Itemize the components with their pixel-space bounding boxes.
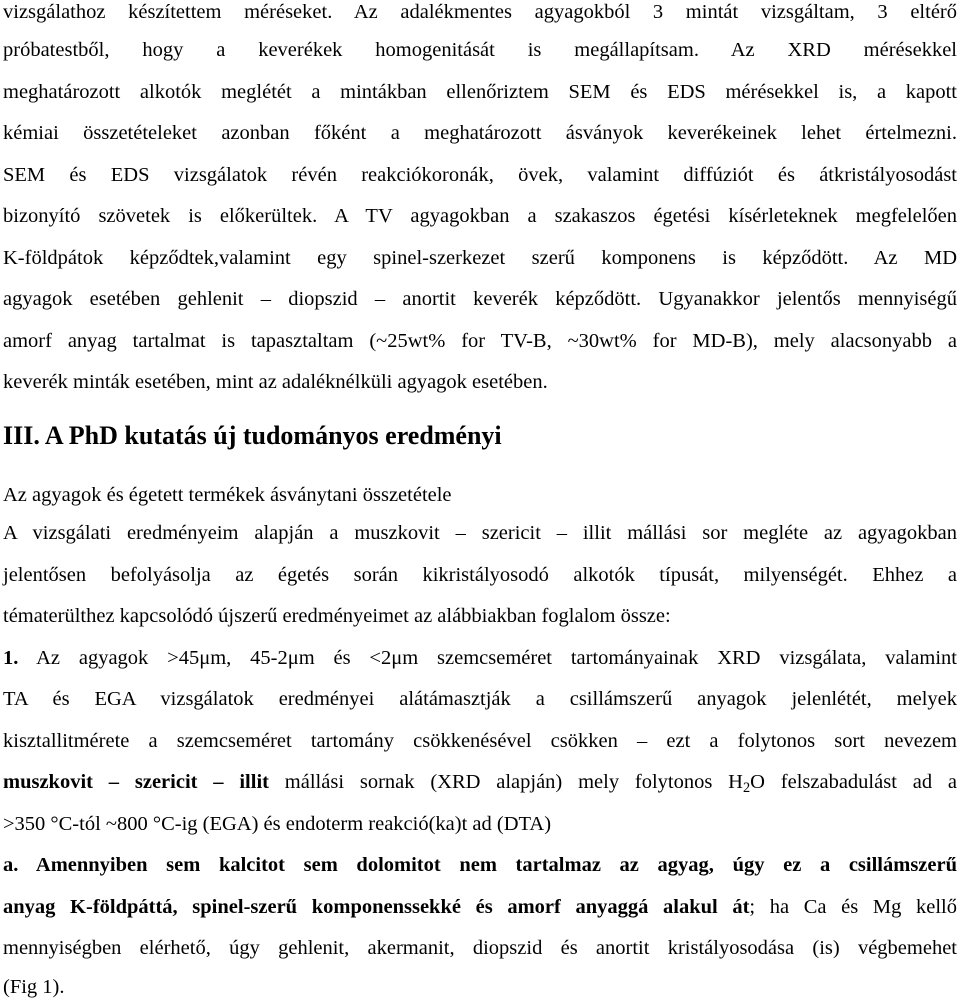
paragraph1-line3: meghatározott alkotók meglétét a mintákban ellenőriztem SEM és EDS mérésekkel is, a kapott bbox=[3, 81, 957, 103]
item1-line4 bbox=[3, 769, 957, 795]
item1-line1 bbox=[3, 645, 957, 671]
item-a-line2-bold: anyag K-földpáttá, spinel-szerű komponenssekké és amorf anyaggá alakul át bbox=[3, 896, 750, 918]
item1-number: 1. bbox=[3, 647, 19, 669]
item1-line4-bold: muszkovit – szericit – illit bbox=[3, 771, 269, 793]
item-a-line2-text: ; ha Ca és Mg kellő bbox=[749, 896, 957, 918]
item1-line4-text: mállási sornak (XRD alapján) mely folytonos H bbox=[268, 771, 743, 793]
paragraph1-line2: próbatestből, hogy a keverékek homogenitását is megállapítsam. Az XRD mérésekkel bbox=[3, 39, 957, 61]
item1-line3: kisztallitmérete a szemcseméret tartomány csökkenésével csökken – ezt a folytonos sort nevezem bbox=[3, 730, 957, 752]
item1-line4-text-end: O felszabadulást ad a bbox=[750, 771, 957, 793]
paragraph1-line5: SEM és EDS vizsgálatok révén reakciókoronák, övek, valamint diffúziót és átkristályosodást bbox=[3, 164, 957, 186]
item-a-line1-bold: a. Amennyiben sem kalcitot sem dolomitot nem tartalmaz az agyag, úgy ez a csillámszerű bbox=[3, 854, 957, 876]
section-heading: III. A PhD kutatás új tudományos eredményi bbox=[3, 421, 502, 450]
item1-line5: >350 °C-tól ~800 °C-ig (EGA) és endoterm reakció(ka)t ad (DTA) bbox=[3, 813, 552, 835]
paragraph1-line6: bizonyító szövetek is előkerültek. A TV agyagokban a szakaszos égetési kísérleteknek megfelelően bbox=[3, 205, 957, 227]
item-a-line4: (Fig 1). bbox=[3, 976, 65, 998]
item-a-line3: mennyiségben elérhető, úgy gehlenit, akermanit, diopszid és anortit kristályosodása (is) végbemehet bbox=[3, 937, 957, 959]
paragraph1-line1: vizsgálathoz készítettem méréseket. Az adalékmentes agyagokból 3 mintát vizsgáltam, 3 eltérő bbox=[3, 1, 957, 23]
paragraph1-line4: kémiai összetételeket azonban főként a meghatározott ásványok keverékeinek lehet értelmezni. bbox=[3, 122, 957, 144]
item1-line2: TA és EGA vizsgálatok eredményei alátámasztják a csillámszerű anyagok jelenlétét, melyek bbox=[3, 688, 957, 710]
item-a-line2 bbox=[3, 894, 957, 920]
item1-line1-text: Az agyagok >45μm, 45-2μm és <2μm szemcseméret tartományainak XRD vizsgálata, valamint bbox=[18, 647, 957, 669]
paragraph2-line2: jelentősen befolyásolja az égetés során kikristályosodó alkotók típusát, milyenségét. Ehhez a bbox=[3, 564, 957, 586]
paragraph1-line8: agyagok esetében gehlenit – diopszid – anortit keverék képződött. Ugyanakkor jelentős mennyiségű bbox=[3, 288, 957, 310]
item1-line4-subscript: 2 bbox=[742, 780, 751, 796]
paragraph2-line3: tématerülthez kapcsolódó újszerű eredményeimet az alábbiakban foglalom össze: bbox=[3, 605, 671, 627]
paragraph1-line9: amorf anyag tartalmat is tapasztaltam (~25wt% for TV-B, ~30wt% for MD-B), mely alacsonyabb a bbox=[3, 330, 957, 352]
subheading: Az agyagok és égetett termékek ásványtani összetétele bbox=[3, 484, 452, 506]
paragraph2-line1: A vizsgálati eredményeim alapján a muszkovit – szericit – illit mállási sor megléte az agyagokban bbox=[3, 522, 957, 544]
paragraph1-line10: keverék minták esetében, mint az adaléknélküli agyagok esetében. bbox=[3, 371, 548, 393]
paragraph1-line7: K-földpátok képződtek,valamint egy spinel-szerkezet szerű komponens is képződött. Az MD bbox=[3, 247, 957, 269]
item-a-line1 bbox=[3, 852, 957, 878]
